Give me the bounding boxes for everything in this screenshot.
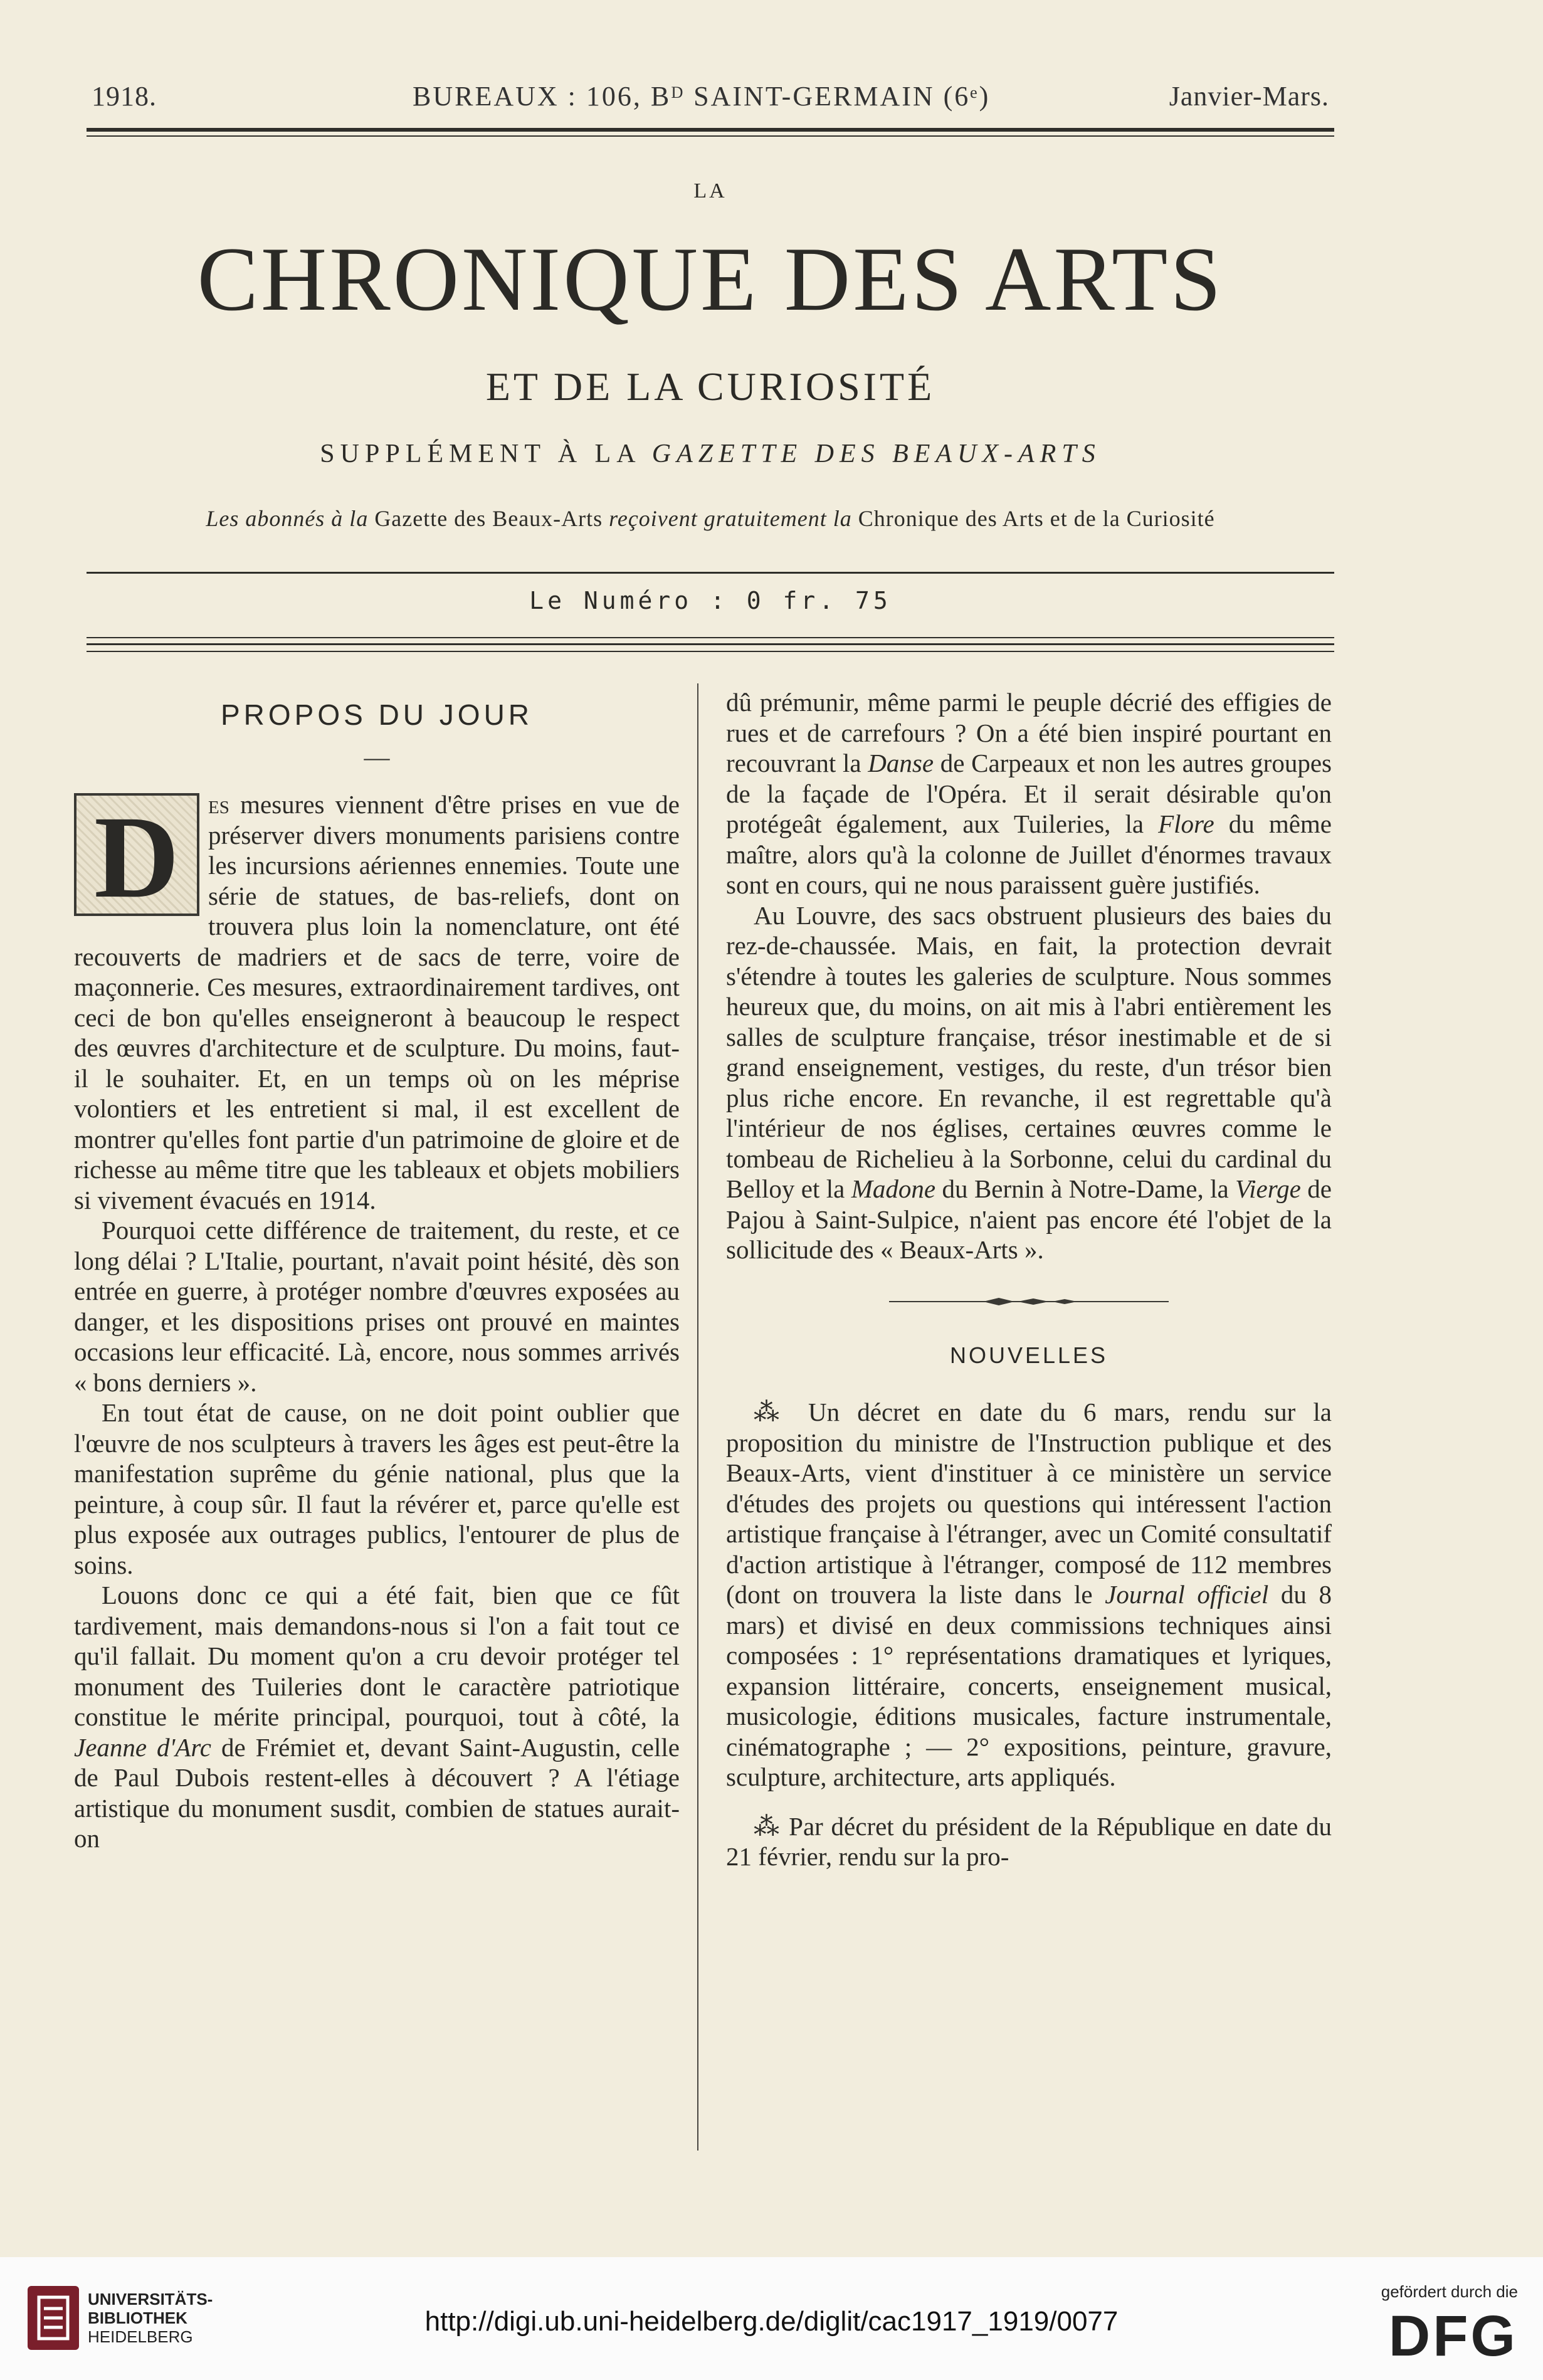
- notice-part-3: reçoivent gratuitement la: [603, 506, 858, 531]
- ornament-rule-icon: [889, 1297, 1169, 1307]
- news-1-part-a: Un décret en date du 6 mars, rendu sur la proposition du ministre de l'Instruction publique et des Beaux-Arts, vient d'instituer à ce ministère un service d'études des projets ou questions qui intéressent l'action artistique française à l'étranger, avec un Comité consultatif d'action artistique à l'étranger, composé de 112 membres (dont on trouvera la liste dans le: [726, 1398, 1332, 1609]
- source-url-link[interactable]: http://digi.ub.uni-heidelberg.de/diglit/cac1917_1919/0077: [424, 2306, 1119, 2337]
- header-rule-thin: [87, 135, 1334, 137]
- journal-officiel-title: Journal officiel: [1105, 1580, 1269, 1609]
- price-rule-bottom-3: [87, 651, 1334, 652]
- dropcap-letter: D: [94, 791, 179, 922]
- propos-dash: —: [364, 742, 390, 771]
- asterism-icon: ⁂: [754, 1811, 781, 1841]
- funded-by-label: gefördert durch die: [1381, 2282, 1518, 2301]
- louvre-part-b: du Bernin à Notre-Dame, la: [935, 1174, 1236, 1203]
- institution-line-2: BIBLIOTHEK: [88, 2309, 187, 2327]
- column-divider: [697, 683, 698, 2151]
- right-column: [726, 687, 1332, 1872]
- header-rule-thick: [87, 128, 1334, 132]
- notice-part-1: Les abonnés à la: [206, 506, 375, 531]
- left-column: [74, 690, 680, 1854]
- supplement-gazette: GAZETTE DES BEAUX-ARTS: [651, 440, 1101, 468]
- price-rule-bottom-2: [87, 643, 1334, 645]
- continued-paragraph: [726, 687, 1332, 900]
- header-year: 1918.: [92, 81, 157, 112]
- louvre-paragraph: [726, 900, 1332, 1265]
- news-2-text: Par décret du président de la République en date du 21 février, rendu sur la pro-: [726, 1811, 1332, 1871]
- dropcap-lead: es: [208, 790, 229, 819]
- paragraph-4-part-a: Louons donc ce qui a été fait, bien que ce fût tardivement, mais demandons-nous si l'on a fait tout ce qu'il fallait. Du moment qu'on a cru devoir protéger tel monument des Tuileries dont le caractère patriotique constitue le mérite principal, pourquoi, tout à côté, la: [74, 1581, 680, 1731]
- news-item-1: [726, 1397, 1332, 1793]
- continued-part-c: du même maître, alors qu'à la colonne de Juillet d'énormes travaux sont en cours, qui ne nous paraissent guère justifiés.: [726, 809, 1332, 899]
- masthead-notice: [87, 505, 1334, 532]
- flore-title: Flore: [1158, 809, 1214, 838]
- section-ornament: [726, 1265, 1332, 1340]
- supplement-prefix: SUPPLÉMENT À LA: [320, 440, 652, 468]
- notice-part-4: Chronique des Arts et de la Curiosité: [858, 506, 1215, 531]
- continued-part-a: dû prémunir, même parmi le peuple décrié des effigies de rues et de carrefours ? On a été bien inspiré pourtant en recouvrant la: [726, 688, 1332, 777]
- header-bureaux: BUREAUX : 106, Bᴰ SAINT-GERMAIN (6ᵉ): [413, 81, 991, 112]
- continued-part-b: de Carpeaux et non les autres groupes de la façade de l'Opéra. Et il serait désirable qu'on protégeât également, aux Tuileries, la: [726, 749, 1332, 838]
- asterism-icon: ⁂: [754, 1398, 791, 1426]
- nouvelles-heading: NOUVELLES: [949, 1342, 1109, 1368]
- louvre-part-a: Au Louvre, des sacs obstruent plusieurs des baies du rez-de-chaussée. Mais, en fait, la protection devrait s'étendre à toutes les galeries de sculpture. Nous sommes heureux que, du moins, on ait mis à l'abri entièrement les salles de sculpture française, trésor inestimable et de si grand enseignement, vestiges, du reste, d'un trésor bien plus riche encore. En revanche, il est regrettable qu'à l'intérieur de nos églises, certaines œuvres comme le tombeau de Richelieu à la Sorbonne, celui du cardinal du Belloy et la: [726, 900, 1332, 1203]
- propos-heading: PROPOS DU JOUR: [220, 698, 534, 731]
- masthead-title: CHRONIQUE DES ARTS: [197, 228, 1224, 330]
- digitization-footer: [0, 2257, 1543, 2380]
- propos-paragraph-4: [74, 1580, 680, 1854]
- paragraph-4-part-b: de Frémiet et, devant Saint-Augustin, celle de Paul Dubois restent-elles à découvert ? A l'étiage artistique du monument susdit, combien de statues aurait-on: [74, 1732, 680, 1853]
- price-line: Le Numéro : 0 fr. 75: [529, 587, 892, 614]
- institution-line-1: UNIVERSITÄTS-: [88, 2290, 213, 2309]
- page-header: [87, 80, 1334, 118]
- danse-title: Danse: [868, 749, 934, 777]
- masthead-subtitle: ET DE LA CURIOSITÉ: [485, 364, 935, 409]
- propos-paragraph-2: Pourquoi cette différence de traitement, du reste, et ce long délai ? L'Italie, pourtant, n'avait point hésité, dès son entrée en guerre, à protéger nombre d'œuvres exposées au danger, et les dispositions prises ont prouvé en maintes occasions leur efficacité. Là, encore, nous sommes arrivés « bons derniers ».: [74, 1216, 680, 1397]
- propos-paragraph-1: [74, 789, 680, 1215]
- header-period: Janvier-Mars.: [1169, 81, 1329, 112]
- price-rule-bottom-1: [87, 637, 1334, 638]
- notice-part-2: Gazette des Beaux-Arts: [374, 506, 603, 531]
- madone-title: Madone: [851, 1174, 936, 1203]
- masthead-la: LA: [693, 179, 727, 203]
- paragraph-1-text: mesures viennent d'être prises en vue de préserver divers monuments parisiens contre les incursions aériennes ennemies. Toute une série de statues, de bas-reliefs, dont on trouvera plus loin la nomenclature, ont été recouverts de madriers et de sacs de terre, voire de maçonnerie. Ces mesures, extraordinairement tardives, ont ceci de bon qu'elles enseigneront à beaucoup le respect des œuvres d'architecture et de sculpture. Du moins, faut-il le souhaiter. Et, en un temps où on les méprise volontiers et les entretient si mal, il est excellent de montrer qu'elles font partie d'un patrimoine de gloire et de richesse au même titre que les tableaux et objets mobiliers si vivement évacués en 1914.: [74, 790, 680, 1214]
- louvre-part-c: de Pajou à Saint-Sulpice, n'aient pas encore été l'objet de la sollicitude des « Beaux-Arts ».: [726, 1174, 1332, 1264]
- jeanne-darc-title: Jeanne d'Arc: [74, 1732, 211, 1762]
- vierge-title: Vierge: [1235, 1174, 1301, 1203]
- news-1-part-b: du 8 mars) et divisé en deux commissions techniques ainsi composées : 1° représentations dramatiques et lyriques, expansion littéraire, concerts, enseignement musical, musicologie, éditions musicales, facture instrumentale, cinématographe ; — 2° expositions, peinture, gravure, sculpture, architecture, arts appliqués.: [726, 1580, 1332, 1791]
- price-rule-top: [87, 572, 1334, 574]
- news-item-2: [726, 1811, 1332, 1872]
- dfg-logo: DFG: [1388, 2304, 1518, 2368]
- propos-paragraph-3: En tout état de cause, on ne doit point oublier que l'œuvre de nos sculpteurs à travers les âges est peut-être la manifestation suprême du génie national, plus que la peinture, à coup sûr. Il faut la révérer et, parce qu'elle est plus exposée aux outrages publics, l'entourer de plus de soins.: [74, 1398, 680, 1579]
- masthead-supplement: [87, 439, 1334, 469]
- dropcap-ornament: [74, 791, 199, 922]
- institution-line-3: HEIDELBERG: [88, 2327, 193, 2346]
